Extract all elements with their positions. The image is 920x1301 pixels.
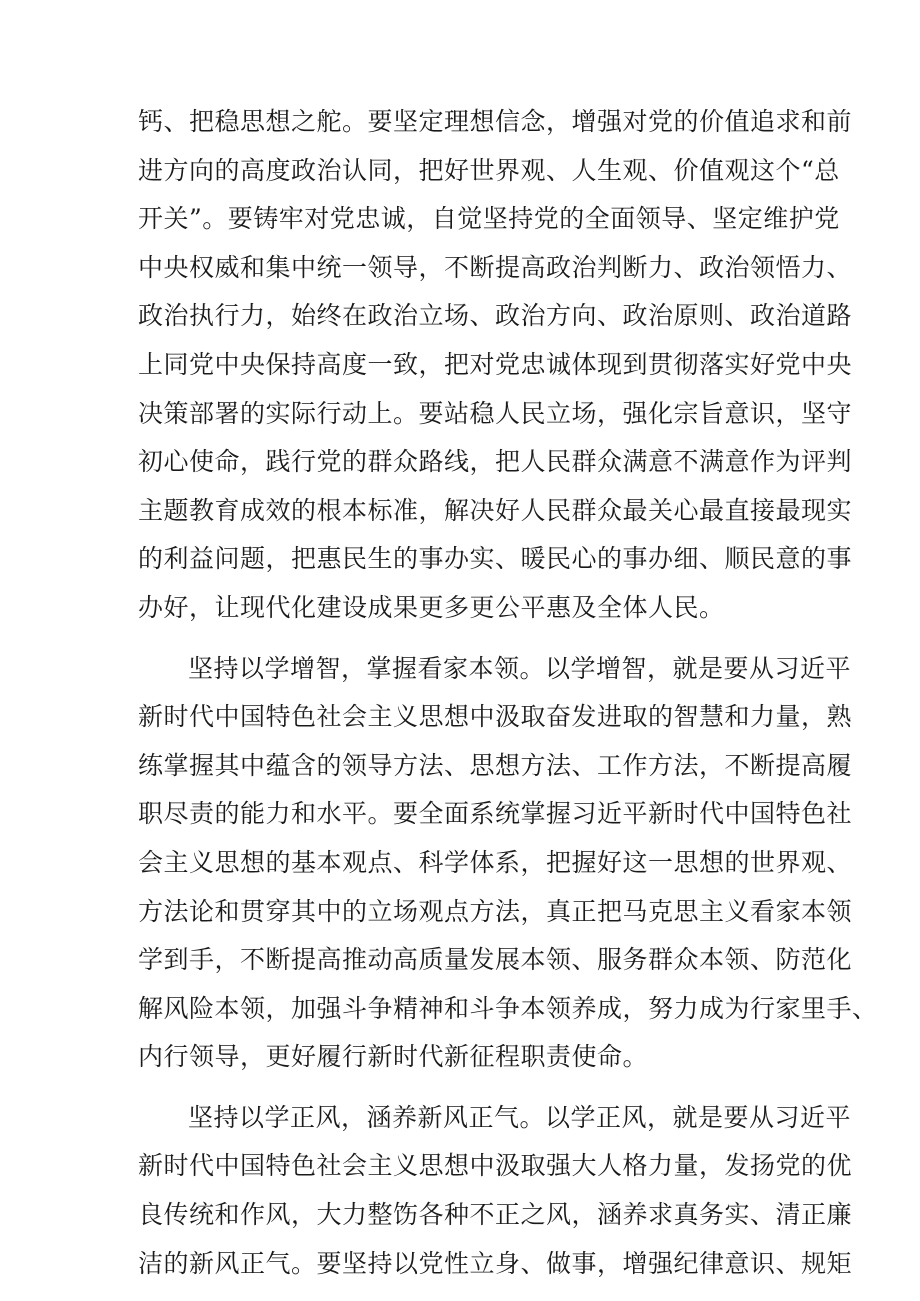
text-line: 办好，让现代化建设成果更多更公平惠及全体人民。 [138,592,725,622]
text-line: 上同党中央保持高度一致，把对党忠诚体现到贯彻落实好党中央 [138,349,853,379]
text-line: 会主义思想的基本观点、科学体系，把握好这一思想的世界观、 [138,847,853,877]
text-line: 初心使命，践行党的群众路线，把人民群众满意不满意作为评判 [138,447,853,477]
text-line: 政治执行力，始终在政治立场、政治方向、政治原则、政治道路 [138,301,853,331]
text-line-first: 坚持以学增智，掌握看家本领。以学增智，就是要从习近平 [188,653,852,683]
text-line: 新时代中国特色社会主义思想中汲取奋发进取的智慧和力量，熟 [138,702,853,732]
text-line: 的利益问题，把惠民生的事办实、暖民心的事办细、顺民意的事 [138,544,853,574]
text-line: 新时代中国特色社会主义思想中汲取强大人格力量，发扬党的优 [138,1151,853,1181]
text-line: 进方向的高度政治认同，把好世界观、人生观、价值观这个“总 [138,155,840,185]
text-line: 内行领导，更好履行新时代新征程职责使命。 [138,1042,649,1072]
paragraph-2 [138,645,878,1082]
text-line: 练掌握其中蕴含的领导方法、思想方法、工作方法，不断提高履 [138,750,853,780]
text-line-first: 坚持以学正风，涵养新风正气。以学正风，就是要从习近平 [188,1102,852,1132]
text-line: 钙、把稳思想之舵。要坚定理想信念，增强对党的价值追求和前 [138,107,853,136]
text-line: 方法论和贯穿其中的立场观点方法，真正把马克思主义看家本领 [138,896,853,926]
text-line: 中央权威和集中统一领导，不断提高政治判断力、政治领悟力、 [138,252,853,282]
paragraph-spacer [138,1082,808,1094]
text-line: 主题教育成效的根本标准，解决好人民群众最关心最直接最现实 [138,495,853,525]
text-line: 学到手，不断提高推动高质量发展本领、服务群众本领、防范化 [138,945,853,975]
text-line: 解风险本领，加强斗争精神和斗争本领养成，努力成为行家里手、 [138,993,878,1023]
text-line: 职尽责的能力和水平。要全面系统掌握习近平新时代中国特色社 [138,799,853,829]
text-line: 良传统和作风，大力整饬各种不正之风，涵养求真务实、清正廉 [138,1200,853,1230]
paragraph-3 [138,1094,853,1288]
text-line: 洁的新风正气。要坚持以党性立身、做事，增强纪律意识、规矩 [138,1248,853,1278]
text-line: 开关”。要铸牢对党忠诚，自觉坚持党的全面领导、坚定维护党 [138,204,840,234]
document-body [138,98,878,1288]
paragraph-spacer [138,633,808,645]
text-line: 决策部署的实际行动上。要站稳人民立场，强化宗旨意识，坚守 [138,398,853,428]
paragraph-1 [138,98,853,633]
